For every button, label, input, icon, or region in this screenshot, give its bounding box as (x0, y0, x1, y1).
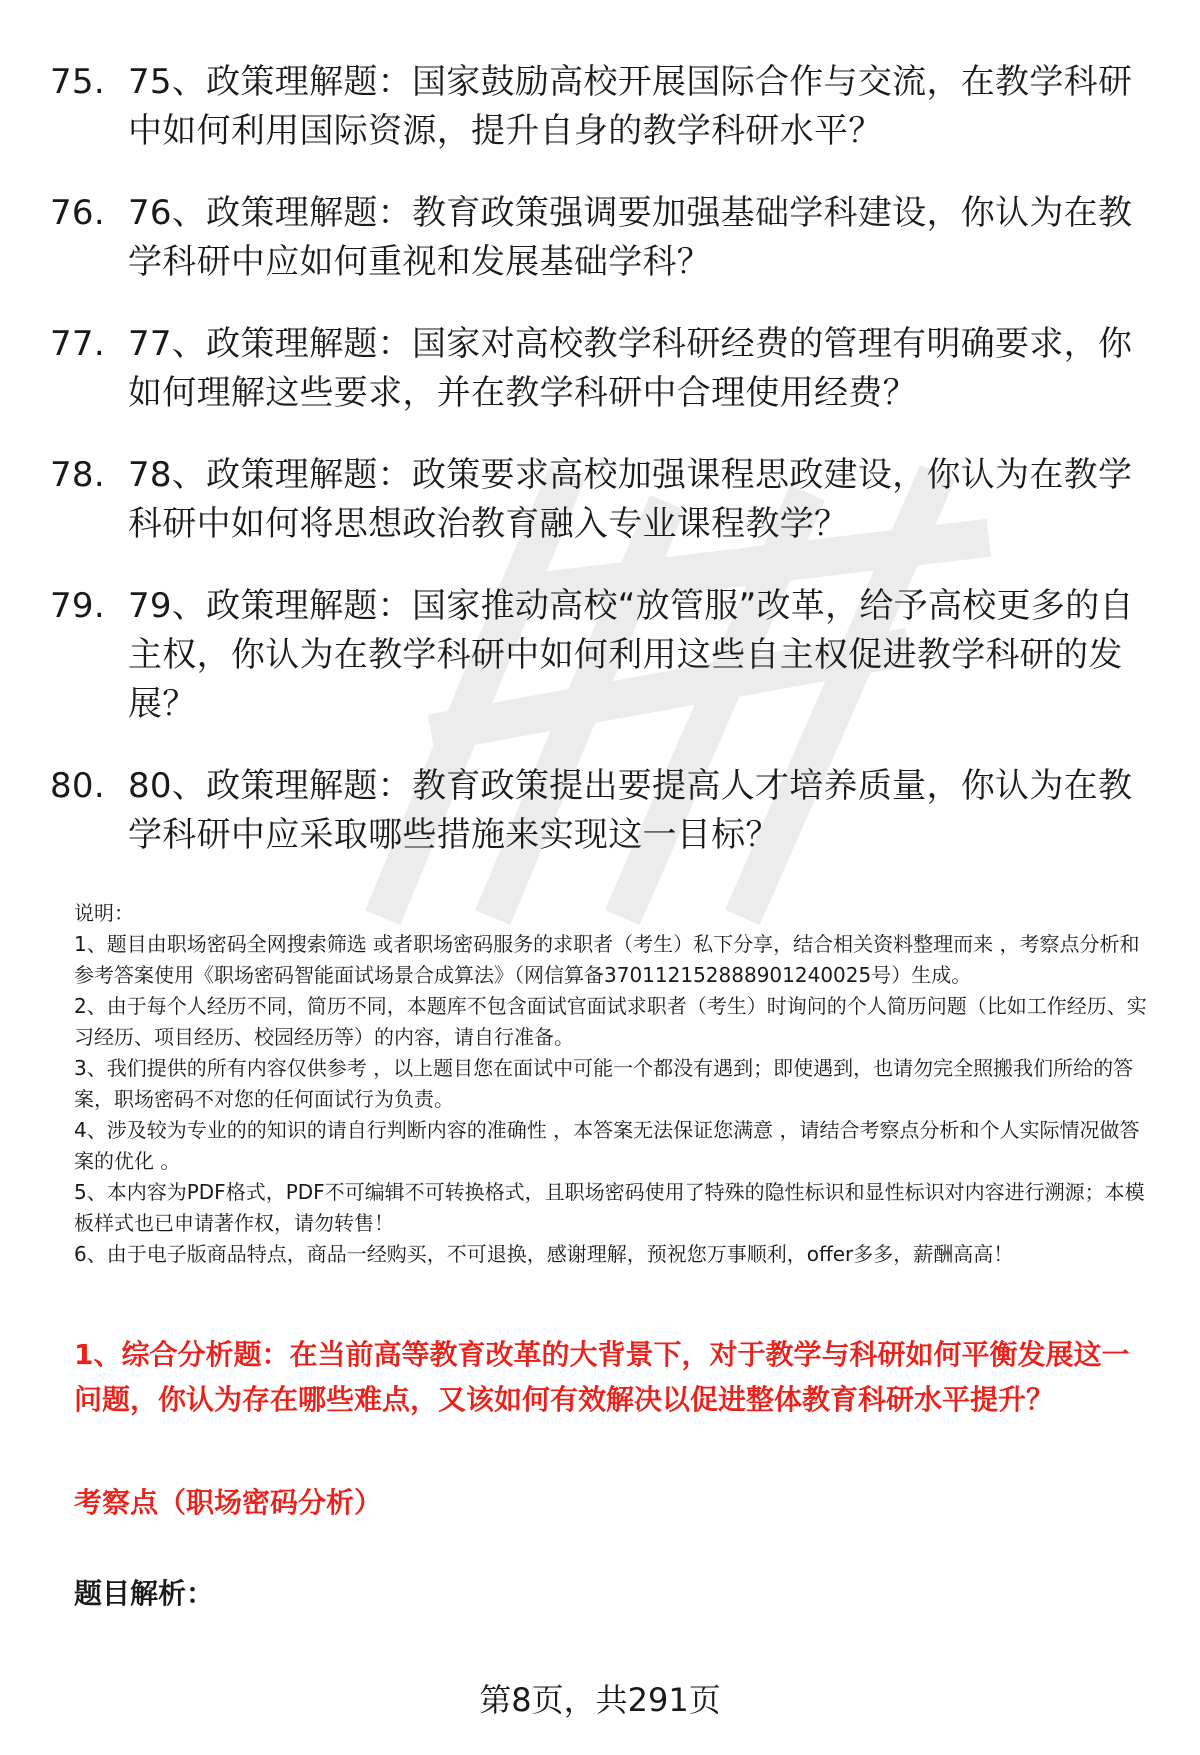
note-line: 4、涉及较为专业的的知识的请自行判断内容的准确性 ，本答案无法保证您满意 ，请结合考察点分析和个人实际情况做答案的优化 。 (74, 1118, 1140, 1173)
analysis-heading: 题目解析： (74, 1577, 215, 1610)
question-text: 75、政策理解题：国家鼓励高校开展国际合作与交流，在教学科研中如何利用国际资源，提升自身的教学科研水平？ (128, 62, 1133, 151)
list-item (50, 762, 1150, 860)
question-number: 79. (50, 586, 105, 626)
question-text: 80、政策理解题：教育政策提出要提高人才培养质量，你认为在教学科研中应采取哪些措施来实现这一目标？ (128, 766, 1133, 855)
question-number: 77. (50, 324, 105, 364)
question-text: 76、政策理解题：教育政策强调要加强基础学科建设，你认为在教学科研中应如何重视和发展基础学科？ (128, 193, 1133, 282)
note-line: 5、本内容为PDF格式，PDF不可编辑不可转换格式，且职场密码使用了特殊的隐性标识和显性标识对内容进行溯源；本模板样式也已申请著作权，请勿转售！ (74, 1180, 1145, 1235)
question-text: 79、政策理解题：国家推动高校“放管服”改革，给予高校更多的自主权，你认为在教学科研中如何利用这些自主权促进教学科研的发展？ (128, 586, 1134, 724)
list-item (50, 451, 1150, 549)
notes-heading: 说明： (74, 901, 134, 925)
list-item (50, 189, 1150, 287)
notes-block (74, 898, 1154, 1270)
question-number: 76. (50, 193, 105, 233)
note-line: 3、我们提供的所有内容仅供参考 ，以上题目您在面试中可能一个都没有遇到；即使遇到，也请勿完全照搬我们所给的答案，职场密码不对您的任何面试行为负责。 (74, 1056, 1134, 1111)
list-item (50, 320, 1150, 418)
list-item (50, 58, 1150, 156)
kaocha-heading: 考察点（职场密码分析） (74, 1486, 383, 1519)
question-number: 75. (50, 62, 105, 102)
page-number: 第8页，共291页 (479, 1681, 721, 1719)
question-number: 78. (50, 455, 105, 495)
featured-question: 1、综合分析题：在当前高等教育改革的大背景下，对于教学与科研如何平衡发展这一问题，你认为存在哪些难点，又该如何有效解决以促进整体教育科研水平提升？ (74, 1338, 1130, 1416)
note-line: 6、由于电子版商品特点，商品一经购买，不可退换，感谢理解，预祝您万事顺利，offer多多，薪酬高高！ (74, 1242, 1014, 1266)
question-text: 78、政策理解题：政策要求高校加强课程思政建设，你认为在教学科研中如何将思想政治教育融入专业课程教学？ (128, 455, 1133, 544)
question-number: 80. (50, 766, 105, 806)
note-line: 1、题目由职场密码全网搜索筛选 或者职场密码服务的求职者（考生）私下分享，结合相关资料整理而来 ，考察点分析和参考答案使用《职场密码智能面试场景合成算法》（网信算备370112152888901240025号）生成。 (74, 932, 1140, 987)
note-line: 2、由于每个人经历不同，简历不同，本题库不包含面试官面试求职者（考生）时询问的个人简历问题（比如工作经历、实习经历、项目经历、校园经历等）的内容，请自行准备。 (74, 994, 1147, 1049)
question-text: 77、政策理解题：国家对高校教学科研经费的管理有明确要求，你如何理解这些要求，并在教学科研中合理使用经费？ (128, 324, 1133, 413)
list-item (50, 582, 1150, 729)
question-list (50, 58, 1150, 893)
